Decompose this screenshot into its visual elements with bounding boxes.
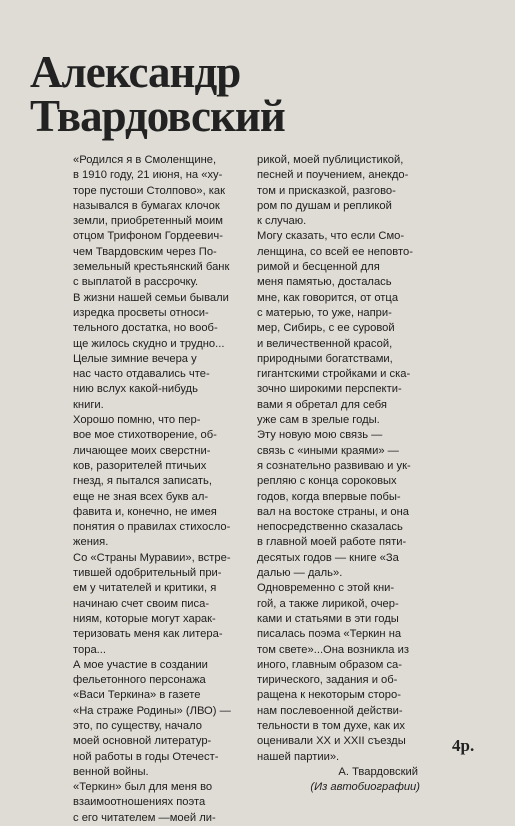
text-line: десятых годов — книге «За <box>257 551 399 564</box>
text-line: тельного достатка, но вооб- <box>73 322 218 335</box>
text-line: ем у читателей и критики, я <box>73 582 217 595</box>
text-line: ром по душам и репликой <box>257 199 392 212</box>
text-line: В жизни нашей семьи бывали <box>73 291 229 304</box>
text-line: годов, когда впервые побы- <box>257 490 401 503</box>
text-line: и величественной красой, <box>257 337 393 350</box>
text-line: римой и бесценной для <box>257 261 380 274</box>
text-line: гой, а также лирикой, очер- <box>257 597 399 610</box>
title-first-name: Александр <box>30 47 241 97</box>
text-line: фавита и, конечно, не имея <box>73 505 217 518</box>
text-line: А мое участие в создании <box>73 658 208 671</box>
text-line: отцом Трифоном Гордеевич- <box>73 230 223 243</box>
source-note: (Из автобиографии) <box>310 781 420 794</box>
text-line: вое мое стихотворение, об- <box>73 429 217 442</box>
text-line: личающее моих сверстни- <box>73 444 211 457</box>
text-line: с матерью, то уже, напри- <box>257 306 392 319</box>
text-line: я сознательно развиваю и ук- <box>257 459 411 472</box>
text-line: вал на востоке страны, и она <box>257 505 409 518</box>
text-line: в главной моей работе пяти- <box>257 536 407 549</box>
text-line: «Родился я в Смоленщине, <box>73 154 217 166</box>
text-line: «Васи Теркина» в газете <box>73 689 201 702</box>
title-last-name: Твардовский <box>30 91 285 141</box>
text-line: репляю с конца сороковых <box>257 475 397 488</box>
text-line: ще жилось скудно и трудно... <box>73 337 225 350</box>
text-line: меня памятью, досталась <box>257 276 392 289</box>
text-line: теризовать меня как литера- <box>73 628 223 641</box>
text-line: связь с «иными краями» — <box>257 444 399 457</box>
text-line: тившей одобрительный при- <box>73 567 222 580</box>
article-title <box>30 47 285 141</box>
text-line: тирического, задания и об- <box>257 674 398 687</box>
text-line: песней и поучением, анекдо- <box>257 169 409 182</box>
text-line: нас часто отдавались чте- <box>73 368 210 381</box>
text-line: вами я обретал для себя <box>257 398 387 411</box>
text-line: фельетонного персонажа <box>73 674 206 687</box>
text-line: тора... <box>73 643 106 656</box>
text-line: иного, главным образом са- <box>257 658 402 671</box>
text-line: к случаю. <box>257 215 307 228</box>
text-line: гнезд, я пытался записать, <box>73 475 212 488</box>
right-text-column <box>257 153 432 795</box>
text-line: уже сам в зрелые годы. <box>257 414 380 427</box>
text-line: жения. <box>73 536 109 549</box>
text-line: рикой, моей публицистикой, <box>257 154 404 166</box>
text-line: нам послевоенной действи- <box>257 704 403 717</box>
text-line: чем Твардовским через По- <box>73 245 217 258</box>
text-line: книги. <box>73 398 104 411</box>
text-line: с его читателем —моей ли- <box>73 811 216 824</box>
text-line: Хорошо помню, что пер- <box>73 414 201 427</box>
text-line: торе пустоши Столпово», как <box>73 184 226 197</box>
text-line: земли, приобретенный моим <box>73 215 223 228</box>
text-line: Эту новую мою связь — <box>257 429 383 442</box>
text-line: гигантскими стройками и ска- <box>257 368 411 381</box>
text-line: ной работы в годы Отечест- <box>73 750 219 763</box>
text-line: моей основной литератур- <box>73 735 212 748</box>
text-line: с выплатой в рассрочку. <box>73 276 199 289</box>
text-line: далью — даль». <box>257 567 343 580</box>
text-line: в 1910 году, 21 июня, на «ху- <box>73 169 223 182</box>
text-line: ков, разорителей птичьих <box>73 459 207 472</box>
text-line: оценивали XX и XXII съезды <box>257 735 406 748</box>
text-line: назывался в бумагах клочок <box>73 199 220 212</box>
text-line: еще не зная всех букв ал- <box>73 490 209 503</box>
text-line: «Теркин» был для меня во <box>73 781 213 794</box>
text-line: ленщина, со всей ее неповто- <box>257 245 413 258</box>
text-line: природными богатствами, <box>257 352 393 365</box>
text-line: непосредственно сказалась <box>257 521 403 534</box>
text-line: писалась поэма «Теркин на <box>257 628 402 641</box>
author-signature: А. Твардовский <box>338 765 418 778</box>
text-line: Со «Страны Муравии», встре- <box>73 551 231 564</box>
text-line: мне, как говорится, от отца <box>257 291 399 304</box>
text-line: «На страже Родины» (ЛВО) — <box>73 704 231 717</box>
text-line: ращена к некоторым сторо- <box>257 689 401 702</box>
left-text-column <box>73 153 245 826</box>
text-line: ниям, которые могут харак- <box>73 612 216 625</box>
text-line: земельный крестьянский банк <box>73 261 230 274</box>
text-line: ками и статьями в эти годы <box>257 612 399 625</box>
text-line: том и присказкой, разгово- <box>257 184 396 197</box>
text-line: это, по существу, начало <box>73 719 202 732</box>
page-number: 4р. <box>452 736 475 755</box>
text-line: начинаю счет своим писа- <box>73 597 210 610</box>
text-line: нию вслух какой-нибудь <box>73 383 198 396</box>
text-line: взаимоотношениях поэта <box>73 796 206 809</box>
text-line: венной войны. <box>73 765 149 778</box>
text-line: тельности в том духе, как их <box>257 719 405 732</box>
text-line: Целые зимние вечера у <box>73 352 197 365</box>
text-line: том свете»...Она возникла из <box>257 643 409 656</box>
text-line: изредка просветы относи- <box>73 306 209 319</box>
text-line: нашей партии». <box>257 750 340 763</box>
text-line: зочно широкими перспекти- <box>257 383 402 396</box>
right-column-lines <box>257 153 432 765</box>
text-line: понятия о правилах стихосло- <box>73 521 231 534</box>
text-line: мер, Сибирь, с ее суровой <box>257 322 395 335</box>
text-line: Могу сказать, что если Смо- <box>257 230 405 243</box>
text-line: Одновременно с этой кни- <box>257 582 395 595</box>
